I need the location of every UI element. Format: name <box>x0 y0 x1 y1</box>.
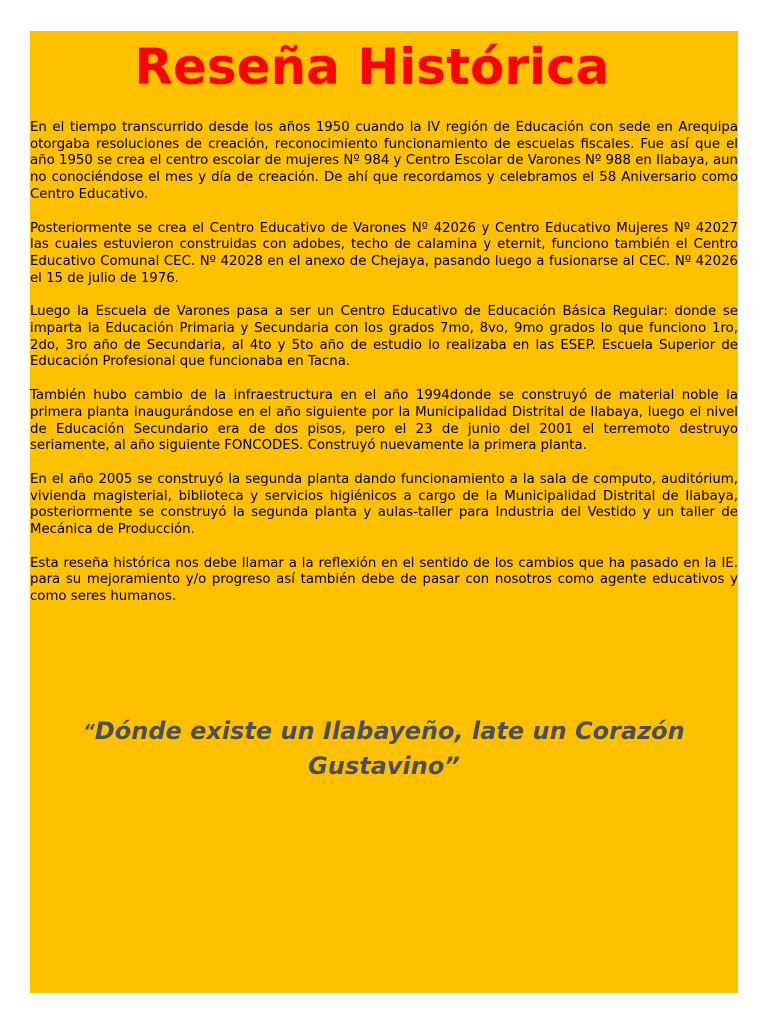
paragraph-3: Luego la Escuela de Varones pasa a ser un Centro Educativo de Educación Básica Regular: donde se imparta la Educación Primaria y Secundaria con los grados 7mo, 8vo, 9mo grados lo que funciono 1ro, 2do, 3ro año de Secundaria, al 4to y 5to año de estudio lo realizaba en las ESEP. Escuela Superior de Educación Profesional que funcionaba en Tacna. <box>30 304 738 370</box>
page-title: Reseña Histórica <box>134 38 610 96</box>
paragraph-1: En el tiempo transcurrido desde los años 1950 cuando la IV región de Educación con sede en Arequipa otorgaba resoluciones de creación, reconocimiento funcionamiento de escuelas fiscales. Fue así que el año 1950 se crea el centro escolar de mujeres Nº 984 y Centro Escolar de Varones Nº 988 en Ilabaya, aun no conociéndose el mes y día de creación. De ahí que recordamos y celebramos el 58 Aniversario como Centro Educativo. <box>30 120 738 202</box>
paragraph-6: Esta reseña histórica nos debe llamar a la reflexión en el sentido de los cambios que ha pasado en la IE. para su mejoramiento y/o progreso así también debe de pasar con nosotros como agente educativos y como seres humanos. <box>30 555 738 605</box>
document-page <box>30 31 738 993</box>
closing-quote <box>70 714 698 784</box>
paragraph-5: En el año 2005 se construyó la segunda planta dando funcionamiento a la sala de computo, auditórium, vivienda magisterial, biblioteca y servicios higiénicos a cargo de la Municipalidad Distrital de Ilabaya, posteriormente se construyó la segunda planta y aulas-taller para Industria del Vestido y un taller de Mecánica de Producción. <box>30 471 738 538</box>
paragraph-4: También hubo cambio de la infraestructura en el año 1994donde se construyó de material noble la primera planta inaugurándose en el año siguiente por la Municipalidad Distrital de Ilabaya, luego el nivel de Educación Secundario era de dos pisos, pero el 23 de junio del 2001 el terremoto destruyo seriamente, al año siguiente FONCODES. Construyó nuevamente la primera planta. <box>30 388 738 454</box>
history-body <box>30 120 738 623</box>
quote-text: Dónde existe un Ilabayeño, late un Corazón Gustavino” <box>94 717 685 780</box>
paragraph-2: Posteriormente se crea el Centro Educativo de Varones Nº 42026 y Centro Educativo Mujeres Nº 42027 las cuales estuvieron construidas con adobes, techo de calamina y eternit, funciono también el Centro Educativo Comunal CEC. Nº 42028 en el anexo de Chejaya, pasando luego a fusionarse al CEC. Nº 42026 el 15 de julio de 1976. <box>30 220 738 286</box>
quote-open-mark: “ <box>83 721 95 742</box>
